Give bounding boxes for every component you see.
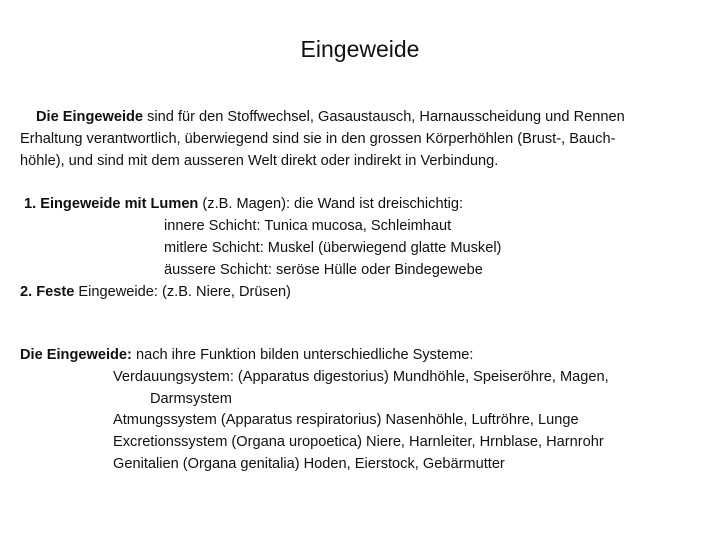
type-item-1: [24, 193, 463, 215]
systems-intro: [20, 344, 473, 366]
system-genital: Genitalien (Organa genitalia) Hoden, Eierstock, Gebärmutter: [113, 456, 505, 472]
system-digestive-cont: Darmsystem: [150, 391, 232, 407]
type-item-2-term: 2. Feste: [20, 284, 75, 300]
type-item-2-text: Eingeweide: (z.B. Niere, Drüsen): [74, 284, 291, 300]
system-excretory: Excretionssystem (Organa uropoetica) Niere, Harnleiter, Hrnblase, Harnrohr: [113, 434, 604, 450]
type-item-2: [20, 281, 291, 303]
layer-inner: innere Schicht: Tunica mucosa, Schleimhaut: [164, 218, 452, 234]
intro-line-3: höhle), und sind mit dem ausseren Welt direkt oder indirekt in Verbindung.: [20, 153, 499, 169]
intro-term: Die Eingeweide: [36, 109, 144, 125]
slide-title: Eingeweide: [300, 36, 420, 62]
system-respiratory: Atmungssystem (Apparatus respiratorius) Nasenhöhle, Luftröhre, Lunge: [113, 412, 579, 428]
layer-outer: äussere Schicht: seröse Hülle oder Bindegewebe: [164, 262, 483, 278]
systems-intro-text: nach ihre Funktion bilden unterschiedliche Systeme:: [131, 347, 474, 363]
type-item-1-text: (z.B. Magen): die Wand ist dreischichtig:: [198, 196, 464, 212]
intro-line-1: [36, 106, 625, 128]
systems-intro-term: Die Eingeweide:: [20, 347, 132, 363]
layer-middle: mitlere Schicht: Muskel (überwiegend glatte Muskel): [164, 240, 502, 256]
type-item-1-term: 1. Eingeweide mit Lumen: [24, 196, 199, 212]
system-digestive: Verdauungsystem: (Apparatus digestorius) Mundhöhle, Speiseröhre, Magen,: [113, 369, 609, 385]
intro-line-2: Erhaltung verantwortlich, überwiegend sind sie in den grossen Körperhöhlen (Brust-, Bauch-: [20, 131, 616, 147]
intro-line-1-text: sind für den Stoffwechsel, Gasaustausch, Harnausscheidung und Rennen: [143, 109, 625, 125]
